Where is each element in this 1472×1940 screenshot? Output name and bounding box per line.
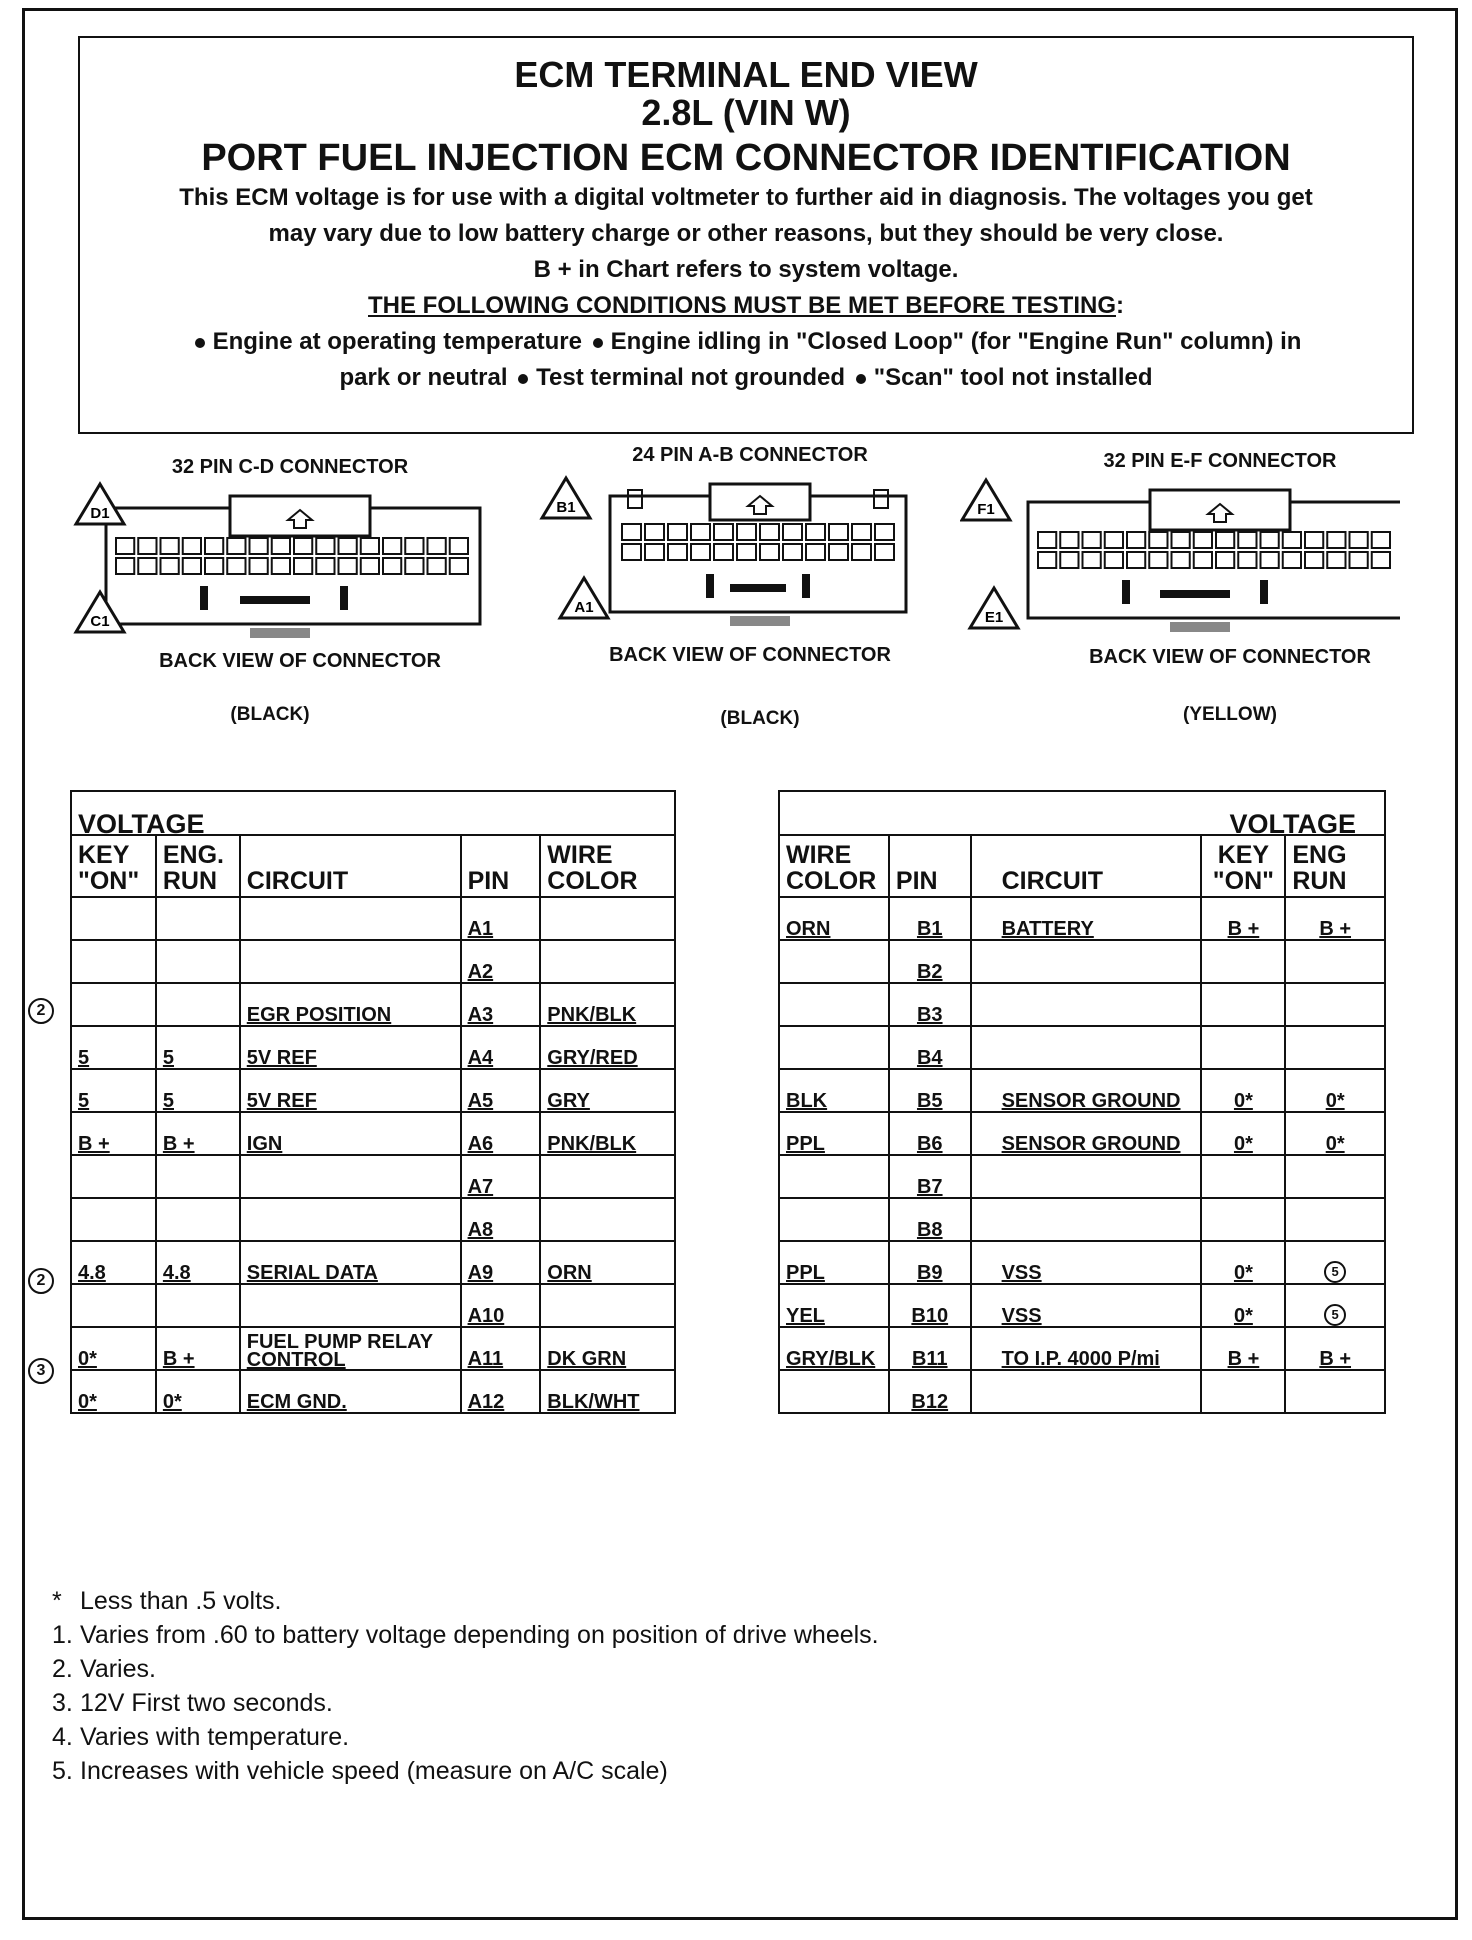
connector-pin-cavity (829, 544, 848, 560)
table-b-cell-pin: B2 (889, 940, 971, 983)
connector-cd-title: 32 PIN C-D CONNECTOR (171, 456, 409, 478)
table-b-row (779, 1241, 1385, 1284)
conditions-line-2 (80, 360, 1412, 396)
connector-pin-cavity (1350, 532, 1368, 548)
connector-pin-cavity (294, 558, 312, 574)
connector-pin-cavity (806, 544, 825, 560)
table-b-cell-wire (779, 1198, 889, 1241)
connector-pin-cavity (760, 524, 779, 540)
connector-pin-cavity (294, 538, 312, 554)
table-a-cell-circuit: SERIAL DATA (240, 1241, 461, 1284)
connector-cd-view: BACK VIEW OF CONNECTOR (159, 650, 441, 672)
connector-pin-cavity (875, 544, 894, 560)
table-a-row (71, 1155, 675, 1198)
bullet-icon (518, 374, 528, 384)
table-a-cell-pin: A1 (461, 897, 541, 940)
connector-pin-cavity (205, 558, 223, 574)
table-a-cell-run (156, 1198, 240, 1241)
intro-line-3: B + in Chart refers to system voltage. (533, 256, 959, 283)
table-a-cell-wire: DK GRN (540, 1327, 675, 1370)
connector-cd-top-tag: D1 (90, 505, 110, 522)
connector-pin-cavity (316, 558, 334, 574)
connector-ef-view: BACK VIEW OF CONNECTOR (1089, 646, 1371, 668)
connector-pin-cavity (806, 524, 825, 540)
page-subtitle: 2.8L (VIN W) (641, 92, 851, 133)
connector-pin-cavity (405, 538, 423, 554)
connector-pin-cavity (1060, 532, 1078, 548)
bullet-icon (856, 374, 866, 384)
page-title: ECM TERMINAL END VIEW (514, 54, 978, 95)
table-a-cell-pin: A11 (461, 1327, 541, 1370)
connector-pin-cavity (1172, 552, 1190, 568)
table-b-cell-circuit (971, 1370, 1202, 1413)
table-a-cell-pin: A8 (461, 1198, 541, 1241)
note-5-marker: 5 (1324, 1261, 1346, 1283)
connector-pin-cavity (1372, 532, 1390, 548)
table-b-cell-wire (779, 940, 889, 983)
table-b-cell-pin: B4 (889, 1026, 971, 1069)
table-b-header-key: KEY "ON" (1201, 835, 1285, 897)
connector-pin-cavity (183, 538, 201, 554)
connector-cd-bottom-tag: C1 (90, 613, 110, 630)
connector-pin-cavity (1194, 552, 1212, 568)
table-b-row (779, 1198, 1385, 1241)
table-a-row (71, 1069, 675, 1112)
connector-pin-cavity (361, 558, 379, 574)
table-a-cell-key: 5 (71, 1069, 156, 1112)
table-b-cell-pin: B8 (889, 1198, 971, 1241)
table-b-row (779, 940, 1385, 983)
table-b-pins (778, 790, 1386, 1414)
table-a-header-circuit: CIRCUIT (240, 835, 461, 897)
table-a-cell-key: 5 (71, 1026, 156, 1069)
connector-pin-cavity (1149, 552, 1167, 568)
table-a-row (71, 1198, 675, 1241)
table-b-cell-key: B + (1201, 897, 1285, 940)
condition-2b: park or neutral (339, 364, 508, 391)
table-a-cell-run: B + (156, 1327, 240, 1370)
table-b-cell-circuit: VSS (971, 1284, 1202, 1327)
page-title-2: PORT FUEL INJECTION ECM CONNECTOR IDENTIFICATION (201, 137, 1291, 179)
connector-pin-cavity (339, 558, 357, 574)
table-a-cell-wire: GRY/RED (540, 1026, 675, 1069)
table-b-cell-run: 0* (1285, 1069, 1385, 1112)
table-b-cell-wire: ORN (779, 897, 889, 940)
table-b-cell-wire: PPL (779, 1241, 889, 1284)
connector-pin-cavity (1238, 532, 1256, 548)
connector-pin-cavity (1194, 532, 1212, 548)
table-b-cell-circuit (971, 1026, 1202, 1069)
connector-pin-cavity (1083, 552, 1101, 568)
bullet-icon (593, 338, 603, 348)
table-a-cell-pin: A12 (461, 1370, 541, 1413)
table-a-cell-key (71, 1198, 156, 1241)
table-a-cell-circuit: 5V REF (240, 1026, 461, 1069)
table-a-cell-pin: A2 (461, 940, 541, 983)
table-a-cell-run (156, 1155, 240, 1198)
connector-pin-cavity (1105, 552, 1123, 568)
table-b-cell-wire: BLK (779, 1069, 889, 1112)
table-b-cell-key (1201, 1155, 1285, 1198)
table-b-cell-key: B + (1201, 1327, 1285, 1370)
table-b-cell-key: 0* (1201, 1284, 1285, 1327)
connector-pin-cavity (1283, 552, 1301, 568)
connector-pin-cavity (1038, 532, 1056, 548)
connector-pin-cavity (852, 524, 871, 540)
connector-pin-cavity (116, 558, 134, 574)
condition-4: "Scan" tool not installed (873, 364, 1153, 391)
connector-pin-cavity (1350, 552, 1368, 568)
note-marker: 2 (28, 998, 54, 1024)
connector-pin-cavity (852, 544, 871, 560)
conditions-heading-line (80, 288, 1412, 324)
table-b-cell-pin: B10 (889, 1284, 971, 1327)
table-a-cell-pin: A4 (461, 1026, 541, 1069)
connector-pin-cavity (737, 544, 756, 560)
connector-pin-cavity (737, 524, 756, 540)
table-a-cell-key: B + (71, 1112, 156, 1155)
connector-ab-color: (BLACK) (720, 708, 800, 729)
table-b-cell-wire: GRY/BLK (779, 1327, 889, 1370)
table-a-cell-circuit: EGR POSITION (240, 983, 461, 1026)
table-a-cell-wire (540, 1284, 675, 1327)
connector-pin-cavity (714, 524, 733, 540)
table-a-row (71, 1327, 675, 1370)
connector-ab-view: BACK VIEW OF CONNECTOR (609, 644, 891, 666)
connector-pin-cavity (1327, 552, 1345, 568)
connector-pin-cavity (1083, 532, 1101, 548)
table-a-cell-circuit: IGN (240, 1112, 461, 1155)
table-b-cell-pin: B3 (889, 983, 971, 1026)
table-a-row (71, 1284, 675, 1327)
connector-pin-cavity (645, 524, 664, 540)
condition-2: Engine idling in "Closed Loop" (for "Engine Run" column) in (610, 328, 1302, 355)
table-a-cell-run: 0* (156, 1370, 240, 1413)
table-b-cell-pin: B1 (889, 897, 971, 940)
table-a-cell-circuit (240, 1284, 461, 1327)
table-b-cell-pin: B7 (889, 1155, 971, 1198)
connector-pin-cavity (783, 524, 802, 540)
table-a-cell-pin: A6 (461, 1112, 541, 1155)
connector-pin-cavity (227, 538, 245, 554)
intro-line-2: may vary due to low battery charge or other reasons, but they should be very close. (268, 220, 1224, 247)
connector-pin-cavity (1261, 552, 1279, 568)
connector-pin-cavity (1149, 532, 1167, 548)
table-a-cell-key: 0* (71, 1370, 156, 1413)
connector-pin-cavity (1216, 552, 1234, 568)
table-a-cell-circuit: 5V REF (240, 1069, 461, 1112)
connector-pin-cavity (829, 524, 848, 540)
connector-cd-color: (BLACK) (230, 704, 310, 725)
table-b-row (779, 1112, 1385, 1155)
connector-pin-cavity (1238, 552, 1256, 568)
footnotes (52, 1584, 879, 1788)
table-b-cell-circuit (971, 940, 1202, 983)
connector-ab-title: 24 PIN A-B CONNECTOR (632, 444, 868, 466)
connector-pin-cavity (668, 524, 687, 540)
table-a-header-key: KEY "ON" (71, 835, 156, 897)
connector-pin-cavity (138, 558, 156, 574)
table-b-cell-run (1285, 1155, 1385, 1198)
table-a-cell-key (71, 983, 156, 1026)
table-a-row (71, 1112, 675, 1155)
table-a-header-pin: PIN (461, 835, 541, 897)
table-a-cell-circuit (240, 1155, 461, 1198)
intro-line-1: This ECM voltage is for use with a digital voltmeter to further aid in diagnosis. The voltages you get (179, 184, 1313, 211)
table-b-voltage-spacer (779, 791, 1201, 835)
table-b-cell-circuit (971, 983, 1202, 1026)
connector-pin-cavity (116, 538, 134, 554)
table-b-cell-key (1201, 1198, 1285, 1241)
table-a-cell-key: 0* (71, 1327, 156, 1370)
table-a-cell-key (71, 940, 156, 983)
connector-pin-cavity (227, 558, 245, 574)
table-b-cell-circuit: SENSOR GROUND (971, 1069, 1202, 1112)
table-a-cell-circuit (240, 897, 461, 940)
footnote: 2. Varies. (52, 1655, 156, 1683)
table-b-cell-run: B + (1285, 1327, 1385, 1370)
connector-pin-cavity (272, 538, 290, 554)
connector-pin-cavity (428, 558, 446, 574)
table-b-row (779, 1026, 1385, 1069)
note-marker: 2 (28, 1268, 54, 1294)
footnote: 5. Increases with vehicle speed (measure on A/C scale) (52, 1757, 668, 1785)
connector-pin-cavity (161, 558, 179, 574)
table-a-cell-run (156, 940, 240, 983)
connector-pin-cavity (383, 538, 401, 554)
table-a-row (71, 983, 675, 1026)
connector-pin-cavity (691, 524, 710, 540)
table-b-row (779, 1370, 1385, 1413)
connector-ef-title: 32 PIN E-F CONNECTOR (1103, 450, 1337, 472)
table-a-cell-wire: ORN (540, 1241, 675, 1284)
table-b-row (779, 1155, 1385, 1198)
connector-pin-cavity (668, 544, 687, 560)
table-a-cell-run: B + (156, 1112, 240, 1155)
connector-pin-cavity (645, 544, 664, 560)
connector-pin-cavity (183, 558, 201, 574)
connector-pin-cavity (1038, 552, 1056, 568)
table-b-header-wire: WIRE COLOR (779, 835, 889, 897)
footnote: 1. Varies from .60 to battery voltage depending on position of drive wheels. (52, 1621, 879, 1649)
connector-pin-cavity (361, 538, 379, 554)
connector-pin-cavity (1127, 532, 1145, 548)
connector-pin-cavity (622, 544, 641, 560)
table-a-cell-wire (540, 940, 675, 983)
connector-ef-color: (YELLOW) (1183, 704, 1277, 725)
table-a-cell-wire: PNK/BLK (540, 1112, 675, 1155)
table-a-cell-run (156, 983, 240, 1026)
connector-cd (50, 450, 490, 780)
connector-ab-bottom-tag: A1 (574, 599, 594, 616)
connector-pin-cavity (450, 538, 468, 554)
table-b-row (779, 1069, 1385, 1112)
header-box (78, 36, 1414, 434)
table-a-pins (70, 790, 676, 1414)
table-a-cell-pin: A10 (461, 1284, 541, 1327)
connector-pin-cavity (272, 558, 290, 574)
table-a-cell-key (71, 1155, 156, 1198)
connector-pin-cavity (339, 538, 357, 554)
table-b-cell-pin: B11 (889, 1327, 971, 1370)
table-a-row (71, 940, 675, 983)
footnote: * Less than .5 volts. (52, 1587, 282, 1615)
table-a-cell-wire (540, 1198, 675, 1241)
conditions-heading: THE FOLLOWING CONDITIONS MUST BE MET BEFORE TESTING (368, 292, 1116, 319)
table-b-cell-run (1285, 1241, 1385, 1284)
table-b-cell-key: 0* (1201, 1069, 1285, 1112)
condition-1: Engine at operating temperature (212, 328, 582, 355)
table-b-row (779, 983, 1385, 1026)
connector-cd-diagram (50, 478, 490, 658)
connector-pin-cavity (250, 538, 268, 554)
table-b-cell-wire: PPL (779, 1112, 889, 1155)
table-a-cell-run (156, 1284, 240, 1327)
table-b-cell-wire: YEL (779, 1284, 889, 1327)
connector-ef-top-tag: F1 (977, 501, 995, 518)
table-a-row (71, 1370, 675, 1413)
connector-ef-diagram (960, 472, 1400, 652)
table-a-cell-circuit: FUEL PUMP RELAY CONTROL (240, 1327, 461, 1370)
table-a-cell-wire (540, 897, 675, 940)
table-b-cell-key: 0* (1201, 1112, 1285, 1155)
connector-pin-cavity (1216, 532, 1234, 548)
conditions-line-1 (80, 324, 1412, 360)
table-b-cell-pin: B9 (889, 1241, 971, 1284)
note-marker: 3 (28, 1358, 54, 1384)
table-a-cell-circuit (240, 940, 461, 983)
table-b-cell-key (1201, 940, 1285, 983)
table-b-cell-run (1285, 1284, 1385, 1327)
table-b-cell-wire (779, 1026, 889, 1069)
connector-pin-cavity (1261, 532, 1279, 548)
table-a-row (71, 897, 675, 940)
table-a-cell-wire: GRY (540, 1069, 675, 1112)
table-b-cell-key: 0* (1201, 1241, 1285, 1284)
table-b-header-circuit: CIRCUIT (971, 835, 1202, 897)
table-b-row (779, 1284, 1385, 1327)
table-b-cell-wire (779, 1155, 889, 1198)
table-a-cell-key (71, 1284, 156, 1327)
table-a-cell-pin: A5 (461, 1069, 541, 1112)
condition-3: Test terminal not grounded (536, 364, 846, 391)
table-b-cell-circuit: BATTERY (971, 897, 1202, 940)
table-b-voltage-label: VOLTAGE (1201, 791, 1385, 835)
connector-pin-cavity (1172, 532, 1190, 548)
connector-pin-cavity (691, 544, 710, 560)
table-a-cell-wire: BLK/WHT (540, 1370, 675, 1413)
table-a-cell-pin: A7 (461, 1155, 541, 1198)
table-b-cell-wire (779, 1370, 889, 1413)
connector-pin-cavity (205, 538, 223, 554)
connector-pin-cavity (760, 544, 779, 560)
connector-pin-cavity (450, 558, 468, 574)
table-a-cell-run: 5 (156, 1069, 240, 1112)
connector-pin-cavity (1372, 552, 1390, 568)
connector-pin-cavity (714, 544, 733, 560)
footnote: 3. 12V First two seconds. (52, 1689, 333, 1717)
table-b-header-pin: PIN (889, 835, 971, 897)
connector-pin-cavity (383, 558, 401, 574)
table-b-header-run: ENG RUN (1285, 835, 1385, 897)
connector-ab-top-tag: B1 (556, 499, 576, 516)
table-b-cell-run (1285, 983, 1385, 1026)
table-b-cell-run (1285, 940, 1385, 983)
table-b-cell-key (1201, 1370, 1285, 1413)
table-a-cell-wire: PNK/BLK (540, 983, 675, 1026)
connector-pin-cavity (1105, 532, 1123, 548)
table-b-cell-circuit: TO I.P. 4000 P/mi (971, 1327, 1202, 1370)
table-a-row (71, 1241, 675, 1284)
connector-pin-cavity (428, 538, 446, 554)
table-b-row (779, 897, 1385, 940)
table-a-cell-circuit (240, 1198, 461, 1241)
connector-pin-cavity (1127, 552, 1145, 568)
table-a-cell-run: 5 (156, 1026, 240, 1069)
connector-pin-cavity (783, 544, 802, 560)
connector-pin-cavity (138, 538, 156, 554)
table-b-cell-pin: B6 (889, 1112, 971, 1155)
table-b-cell-circuit (971, 1198, 1202, 1241)
connector-pin-cavity (405, 558, 423, 574)
table-b-cell-run: 0* (1285, 1112, 1385, 1155)
connector-pin-cavity (250, 558, 268, 574)
conditions-colon: : (1115, 292, 1124, 319)
table-b-cell-circuit (971, 1155, 1202, 1198)
connector-pin-cavity (1283, 532, 1301, 548)
bullet-icon (195, 338, 205, 348)
connector-pin-cavity (1060, 552, 1078, 568)
connector-pin-cavity (1305, 552, 1323, 568)
table-a-cell-circuit: ECM GND. (240, 1370, 461, 1413)
table-b-cell-run (1285, 1198, 1385, 1241)
table-a-voltage-label: VOLTAGE (71, 791, 675, 835)
note-5-marker: 5 (1324, 1304, 1346, 1326)
table-b-row (779, 1327, 1385, 1370)
connector-pin-cavity (161, 538, 179, 554)
table-a-cell-wire (540, 1155, 675, 1198)
connector-ab-diagram (530, 468, 970, 648)
table-a-header-wire: WIRE COLOR (540, 835, 675, 897)
footnote: 4. Varies with temperature. (52, 1723, 350, 1751)
table-b-cell-wire (779, 983, 889, 1026)
table-a-cell-key: 4.8 (71, 1241, 156, 1284)
connector-pin-cavity (1327, 532, 1345, 548)
connector-pin-cavity (875, 524, 894, 540)
connector-pin-cavity (316, 538, 334, 554)
table-a-cell-pin: A3 (461, 983, 541, 1026)
table-a-row (71, 1026, 675, 1069)
table-b-cell-circuit: SENSOR GROUND (971, 1112, 1202, 1155)
table-b-cell-run: B + (1285, 897, 1385, 940)
table-b-cell-run (1285, 1370, 1385, 1413)
table-b-cell-key (1201, 1026, 1285, 1069)
connector-pin-cavity (622, 524, 641, 540)
connector-pin-cavity (1305, 532, 1323, 548)
table-a-cell-run: 4.8 (156, 1241, 240, 1284)
table-a-cell-pin: A9 (461, 1241, 541, 1284)
table-a-cell-run (156, 897, 240, 940)
table-b-cell-pin: B5 (889, 1069, 971, 1112)
table-b-cell-key (1201, 983, 1285, 1026)
table-a-cell-key (71, 897, 156, 940)
table-b-cell-pin: B12 (889, 1370, 971, 1413)
table-b-cell-run (1285, 1026, 1385, 1069)
connector-ef-bottom-tag: E1 (984, 609, 1004, 626)
table-a-header-run: ENG. RUN (156, 835, 240, 897)
table-b-cell-circuit: VSS (971, 1241, 1202, 1284)
